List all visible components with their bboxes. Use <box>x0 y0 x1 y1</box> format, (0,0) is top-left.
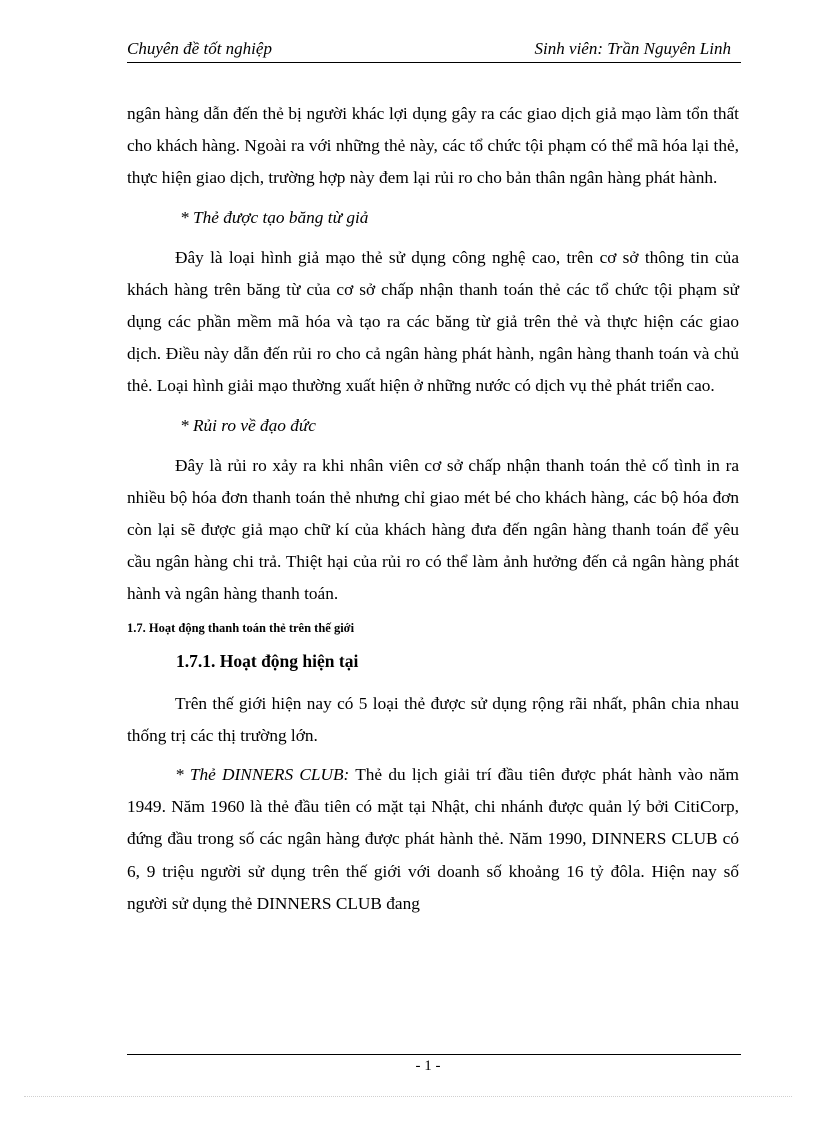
header-student-name: Sinh viên: Trần Nguyên Linh <box>534 39 731 58</box>
footer-divider <box>127 1054 741 1055</box>
page-header <box>127 38 741 63</box>
subsection-heading: 1.7.1. Hoạt động hiện tại <box>176 650 359 671</box>
paragraph-fake-magnetic-stripe: Đây là loại hình giả mạo thẻ sử dụng công nghệ cao, trên cơ sở thông tin của khách hàng trên băng từ của cơ sở chấp nhận thanh toán thẻ các tổ chức tội phạm sử dụng các phần mềm mã hóa và tạo ra các băng từ giả trên thẻ và thực hiện các giao dịch. Điều này dẫn đến rủi ro cho cả ngân hàng phát hành, ngân hàng thanh toán và chủ thẻ. Loại hình giải mạo thường xuất hiện ở những nước có dịch vụ thẻ phát triển cao. <box>127 247 739 396</box>
dinners-club-label: * Thẻ DINNERS CLUB: <box>175 765 350 785</box>
document-body <box>127 98 739 920</box>
heading-fake-magnetic-stripe: * Thẻ được tạo băng từ giả <box>180 207 369 227</box>
page-bottom-divider <box>24 1096 792 1097</box>
header-document-title: Chuyên đề tốt nghiệp <box>127 39 272 58</box>
dinners-club-text: Thẻ du lịch giải trí đầu tiên được phát hành vào năm 1949. Năm 1960 là thẻ đầu tiên có mặt tại Nhật, chi nhánh được quản lý bởi CitiCorp, đứng đầu trong số các ngân hàng được phát hành thẻ. Năm 1990, DINNERS CLUB có 6, 9 triệu người sử dụng trên thế giới với doanh số khoảng 16 tỷ đôla. Hiện nay số người sử dụng thẻ DINNERS CLUB đang <box>127 765 739 913</box>
page-number: - 1 - <box>415 1058 441 1074</box>
heading-ethics-risk: * Rủi ro về đạo đức <box>180 415 316 435</box>
paragraph-card-misuse: ngân hàng dẫn đến thẻ bị người khác lợi dụng gây ra các giao dịch giả mạo làm tổn thất cho khách hàng. Ngoài ra với những thẻ này, các tổ chức tội phạm có thể mã hóa lại thẻ, thực hiện giao dịch, trường hợp này đem lại rủi ro cho bản thân ngân hàng phát hành. <box>127 104 739 188</box>
paragraph-dinners-club <box>127 759 739 920</box>
section-heading: 1.7. Hoạt động thanh toán thẻ trên thế giới <box>127 620 355 635</box>
paragraph-ethics-risk: Đây là rủi ro xảy ra khi nhân viên cơ sở chấp nhận thanh toán thẻ cố tình in ra nhiều bộ hóa đơn thanh toán thẻ nhưng chỉ giao mét bé cho khách hàng, các bộ hóa đơn còn lại sẽ được giả mạo chữ kí của khách hàng đưa đến ngân hàng thanh toán để yêu cầu ngân hàng chi trả. Thiệt hại của rủi ro có thể làm ảnh hưởng đến cả ngân hàng phát hành và ngân hàng thanh toán. <box>127 455 739 604</box>
paragraph-card-types: Trên thế giới hiện nay có 5 loại thẻ được sử dụng rộng rãi nhất, phân chia nhau thống trị các thị trường lớn. <box>127 693 739 745</box>
